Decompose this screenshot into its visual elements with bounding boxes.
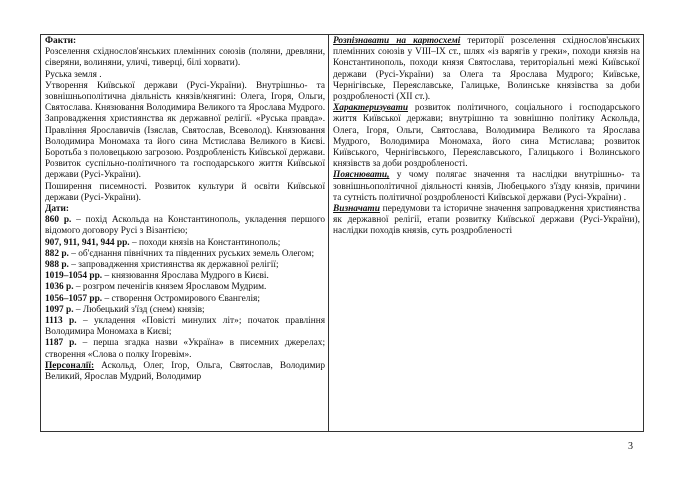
- facts-heading: Факти:: [45, 36, 77, 46]
- facts-paragraph-2: Руська земля .: [45, 69, 102, 80]
- date-text: – розгром печенігів князем Ярославом Мудрим.: [73, 282, 267, 293]
- date-item: [45, 215, 325, 237]
- date-text: – створення Остромирового Євангелія;: [102, 293, 260, 304]
- date-item: [45, 260, 325, 271]
- skill-verb: Визначати: [333, 204, 380, 215]
- date-text: – об'єднання північних та південних руських земель Олегом;: [68, 248, 315, 259]
- date-value: 860 р.: [45, 215, 72, 226]
- date-item: [45, 238, 325, 249]
- skill-recognize: [333, 36, 640, 103]
- facts-paragraph-4: Поширення писемності. Розвиток культури й освіти Київської держави (Русі-України).: [45, 181, 326, 203]
- skill-verb: Характеризувати: [333, 103, 409, 114]
- skill-text: території розселення східнослов'янських племінних союзів у VIII–IX ст., шлях «із варягів у греки», походи князів на Константинополь, походи князя Святослава, територіальні межі Київської держави (Русі-України) за Олега та Ярослава Мудрого; Київське, Чернігівське, Переяславське, Галицьке, Волинське князівства за доби роздробленості (XII ст.).: [333, 36, 640, 103]
- date-value: 1113 р.: [45, 316, 77, 327]
- date-text: – похід Аскольда на Константинополь, укладення першого відомого договору Русі з Візантією;: [45, 215, 326, 237]
- date-value: 1097 р.: [45, 304, 74, 315]
- date-value: 907, 911, 941, 944 рр.: [45, 237, 130, 248]
- date-value: 1056–1057 рр.: [45, 293, 103, 304]
- date-text: – Любецький з'їзд (снем) князів;: [73, 304, 205, 315]
- curriculum-table: [40, 34, 644, 432]
- facts-column: [41, 35, 329, 431]
- date-value: 1019–1054 рр.: [45, 271, 103, 282]
- skill-text: розвиток політичного, соціального і господарського життя Київської держави; внутрішню та зовнішню політику Аскольда, Олега, Ігоря, Ольги, Святослава, Володимира Великого та Ярослава Мудрого, Володимира Мономаха, його сина Мстислава; розвиток Київського, Чернігівського, Переяславського, Галицького і Волинського князівств за доби роздробленості.: [333, 103, 640, 170]
- date-item: [45, 271, 325, 282]
- date-text: – князювання Ярослава Мудрого в Києві.: [102, 271, 269, 282]
- date-value: 1187 р.: [45, 338, 77, 349]
- date-text: – запровадження християнства як державної релігії;: [68, 260, 279, 271]
- persons-heading: Персоналії:: [45, 360, 95, 371]
- date-item: [45, 282, 325, 293]
- persons-paragraph: [45, 361, 325, 383]
- date-item: [45, 294, 325, 305]
- date-text: – перша згадка назви «Україна» в писемних джерелах; створення «Слова о полку Ігоревім».: [45, 338, 326, 360]
- persons-text: Аскольд, Олег, Ігор, Ольга, Святослав, Володимир Великий, Ярослав Мудрий, Володимир: [45, 360, 326, 383]
- skill-characterize: [333, 103, 640, 170]
- skill-explain: [333, 170, 640, 204]
- date-item: [45, 338, 325, 360]
- page-number: 3: [628, 441, 633, 452]
- skill-text: передумови та історичне значення запровадження християнства як державної релігії, етапи розвитку Київської держави (Русі-України), наслідки походів князів, суть роздробленості: [333, 204, 640, 237]
- skills-column: [329, 35, 643, 431]
- skill-verb: Розпізнавати на картосхемі: [333, 36, 461, 46]
- skill-determine: [333, 204, 640, 238]
- date-text: – укладення «Повісті минулих літ»; початок правління Володимира Мономаха в Києві;: [45, 316, 326, 338]
- date-value: 988 р.: [45, 260, 69, 271]
- date-item: [45, 316, 325, 338]
- date-item: [45, 249, 325, 260]
- date-value: 1036 р.: [45, 282, 74, 293]
- date-value: 882 р.: [45, 248, 69, 259]
- skill-verb: Пояснювати,: [333, 170, 390, 181]
- date-text: – походи князів на Константинополь;: [129, 237, 281, 248]
- facts-paragraph-3: Утворення Київської держави (Русі-України). Внутрішньо- та зовнішньополітична діяльність князів/княгині: Олега, Ігоря, Ольги, Святослава. Князювання Володимира Великого та Ярослава Мудрого. Запровадження християнства як державної релігії. «Руська правда». Правління Ярославичів (Ізяслав, Святослав, Всеволод). Князювання Володимира Мономаха та його сина Мстислава Великого в Києві. Боротьба з половецькою загрозою. Роздробленість Київської держави. Розвиток суспільно-політичного та господарського життя Київської держави (Русі-України).: [45, 80, 326, 181]
- facts-paragraph-1: Розселення східнослов'янських племінних союзів (поляни, древляни, сіверяни, волиняни, уличі, тиверці, білі хорвати).: [45, 47, 326, 69]
- date-item: [45, 305, 325, 316]
- dates-heading: Дати:: [45, 204, 69, 215]
- skill-text: у чому полягає значення та наслідки внутрішньо- та зовнішньополітичної діяльності князів, Любецького з'їзду князів, причини та сутність політичної роздробленості Київської держави (Русі-України) .: [333, 170, 640, 203]
